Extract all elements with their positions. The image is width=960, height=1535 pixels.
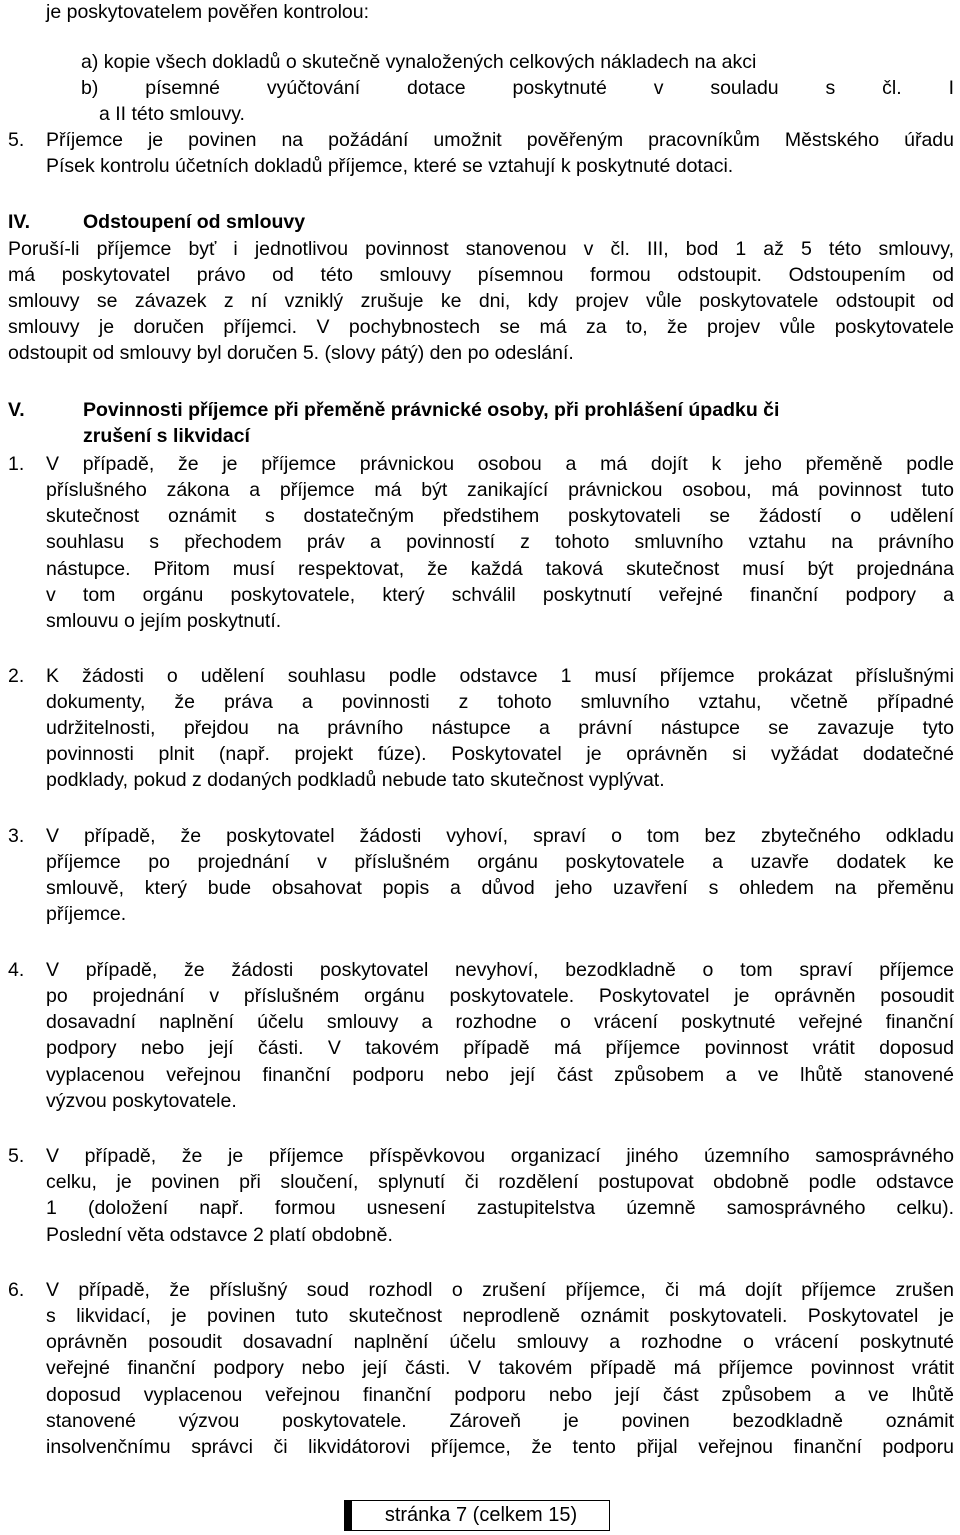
item-5-line-3: 1 (doložení např. formou usnesení zastupitelstva územně samosprávného celku). — [46, 1197, 954, 1219]
intro-line: je poskytovatelem pověřen kontrolou: — [46, 1, 370, 23]
item-4-line-4: podpory nebo její části. V takovém případě má příjemce povinnost vrátit doposud — [46, 1037, 954, 1059]
item-2-line-3: udržitelnosti, přejdou na právního nástupce a právní nástupce se zavazuje tyto — [46, 717, 954, 739]
paragraph-5-line-1: Příjemce je povinen na požádání umožnit pověřeným pracovníkům Městského úřadu — [46, 129, 954, 151]
section-4-line-4: smlouvy je doručen příjemci. V pochybnostech se má za to, že projev vůle poskytovatele — [8, 316, 954, 338]
item-1-line-4: souhlasu s přechodem práv a povinností z tohoto smluvního vztahu na právního — [46, 531, 954, 553]
item-5-line-2: celku, je povinen při sloučení, splynutí či rozdělení postupovat obdobně podle odstavce — [46, 1171, 954, 1193]
item-3-line-4: příjemce. — [46, 903, 127, 925]
item-1-line-7: smlouvu o jejím poskytnutí. — [46, 610, 282, 632]
item-5-line-4: Poslední věta odstavce 2 platí obdobně. — [46, 1224, 393, 1246]
item-6-line-1: V případě, že příslušný soud rozhodl o zrušení příjemce, či má dojít příjemce zrušen — [46, 1279, 954, 1301]
item-4-line-5: vyplacenou veřejnou finanční podporu nebo její část způsobem a ve lhůtě stanovené — [46, 1064, 954, 1086]
item-5-line-1: V případě, že je příjemce příspěvkovou organizací jiného územního samosprávného — [46, 1145, 954, 1167]
section-5-title-line-1: Povinnosti příjemce při přeměně právnické osoby, při prohlášení úpadku či — [83, 399, 780, 421]
list-item-a: a) kopie všech dokladů o skutečně vynaložených celkových nákladech na akci — [81, 51, 757, 73]
item-3-line-3: smlouvě, který bude obsahovat popis a důvod jeho uzavření s ohledem na přeměnu — [46, 877, 954, 899]
item-3-number: 3. — [8, 825, 25, 847]
list-item-b-line-1: b) písemné vyúčtování dotace poskytnuté v souladu s čl. I — [81, 77, 954, 99]
section-4-line-1: Poruší-li příjemce byť i jednotlivou povinnost stanovenou v čl. III, bod 1 až 5 této smlouvy, — [8, 238, 954, 260]
item-4-line-2: po projednání v příslušném orgánu poskytovatele. Poskytovatel je oprávněn posoudit — [46, 985, 954, 1007]
item-6-line-2: s likvidací, je povinen tuto skutečnost neprodleně oznámit poskytovateli. Poskytovatel je — [46, 1305, 954, 1327]
section-5-number: V. — [8, 399, 25, 421]
item-5-number: 5. — [8, 1145, 25, 1167]
item-1-line-6: v tom orgánu poskytovatele, který schválil poskytnutí veřejné finanční podpory a — [46, 584, 954, 606]
section-4-title: Odstoupení od smlouvy — [83, 211, 306, 233]
item-4-number: 4. — [8, 959, 25, 981]
item-1-line-1: V případě, že je příjemce právnickou osobou a má dojít k jeho přeměně podle — [46, 453, 954, 475]
item-2-number: 2. — [8, 665, 25, 687]
item-1-line-3: skutečnost oznámit s dostatečným předstihem poskytovateli se žádostí o udělení — [46, 505, 954, 527]
item-3-line-1: V případě, že poskytovatel žádosti vyhoví, spraví o tom bez zbytečného odkladu — [46, 825, 954, 847]
item-4-line-1: V případě, že žádosti poskytovatel nevyhoví, bezodkladně o tom spraví příjemce — [46, 959, 954, 981]
item-4-line-6: výzvou poskytovatele. — [46, 1090, 237, 1112]
item-1-number: 1. — [8, 453, 25, 475]
page-number-label: stránka 7 (celkem 15) — [384, 1504, 578, 1526]
section-5-title-line-2: zrušení s likvidací — [83, 425, 250, 447]
item-6-number: 6. — [8, 1279, 25, 1301]
section-4-line-5: odstoupit od smlouvy byl doručen 5. (slovy pátý) den po odeslání. — [8, 342, 574, 364]
item-1-line-2: příslušného zákona a příjemce má být zanikající právnickou osobou, má povinnost tuto — [46, 479, 954, 501]
paragraph-5-number: 5. — [8, 129, 25, 151]
item-6-line-3: oprávněn posoudit dosavadní naplnění účelu smlouvy a rozhodne o vrácení poskytnuté — [46, 1331, 954, 1353]
item-2-line-2: dokumenty, že práva a povinnosti z tohoto smluvního vztahu, včetně případné — [46, 691, 954, 713]
section-4-number: IV. — [8, 211, 31, 233]
section-4-line-3: smlouvy se závazek z ní vzniklý zrušuje ke dni, kdy projev vůle poskytovatele odstoupit od — [8, 290, 954, 312]
paragraph-5-line-2: Písek kontrolu účetních dokladů příjemce, které se vztahují k poskytnuté dotaci. — [46, 155, 734, 177]
item-4-line-3: dosavadní naplnění účelu smlouvy a rozhodne o vrácení poskytnuté veřejné finanční — [46, 1011, 954, 1033]
item-6-line-4: veřejné finanční podpory nebo její části. V takovém případě má příjemce povinnost vrátit — [46, 1357, 954, 1379]
section-4-line-2: má poskytovatel právo od této smlouvy písemnou formou odstoupit. Odstoupením od — [8, 264, 954, 286]
item-2-line-5: podklady, pokud z dodaných podkladů nebude tato skutečnost vyplývat. — [46, 769, 665, 791]
item-1-line-5: nástupce. Přitom musí respektovat, že každá taková skutečnost musí být projednána — [46, 558, 954, 580]
item-6-line-6: stanovené výzvou poskytovatele. Zároveň je povinen bezodkladně oznámit — [46, 1410, 954, 1432]
item-2-line-4: povinnosti plnit (např. projekt fúze). Poskytovatel je oprávněn si vyžádat dodatečné — [46, 743, 954, 765]
item-6-line-7: insolvenčnímu správci či likvidátorovi příjemce, že tento přijal veřejnou finanční podporu — [46, 1436, 954, 1458]
item-6-line-5: doposud vyplacenou veřejnou finanční podporu nebo její část způsobem a ve lhůtě — [46, 1384, 954, 1406]
item-2-line-1: K žádosti o udělení souhlasu podle odstavce 1 musí příjemce prokázat příslušnými — [46, 665, 954, 687]
item-3-line-2: příjemce po projednání v příslušném orgánu poskytovatele a uzavře dodatek ke — [46, 851, 954, 873]
list-item-b-line-2: a II této smlouvy. — [99, 103, 245, 125]
